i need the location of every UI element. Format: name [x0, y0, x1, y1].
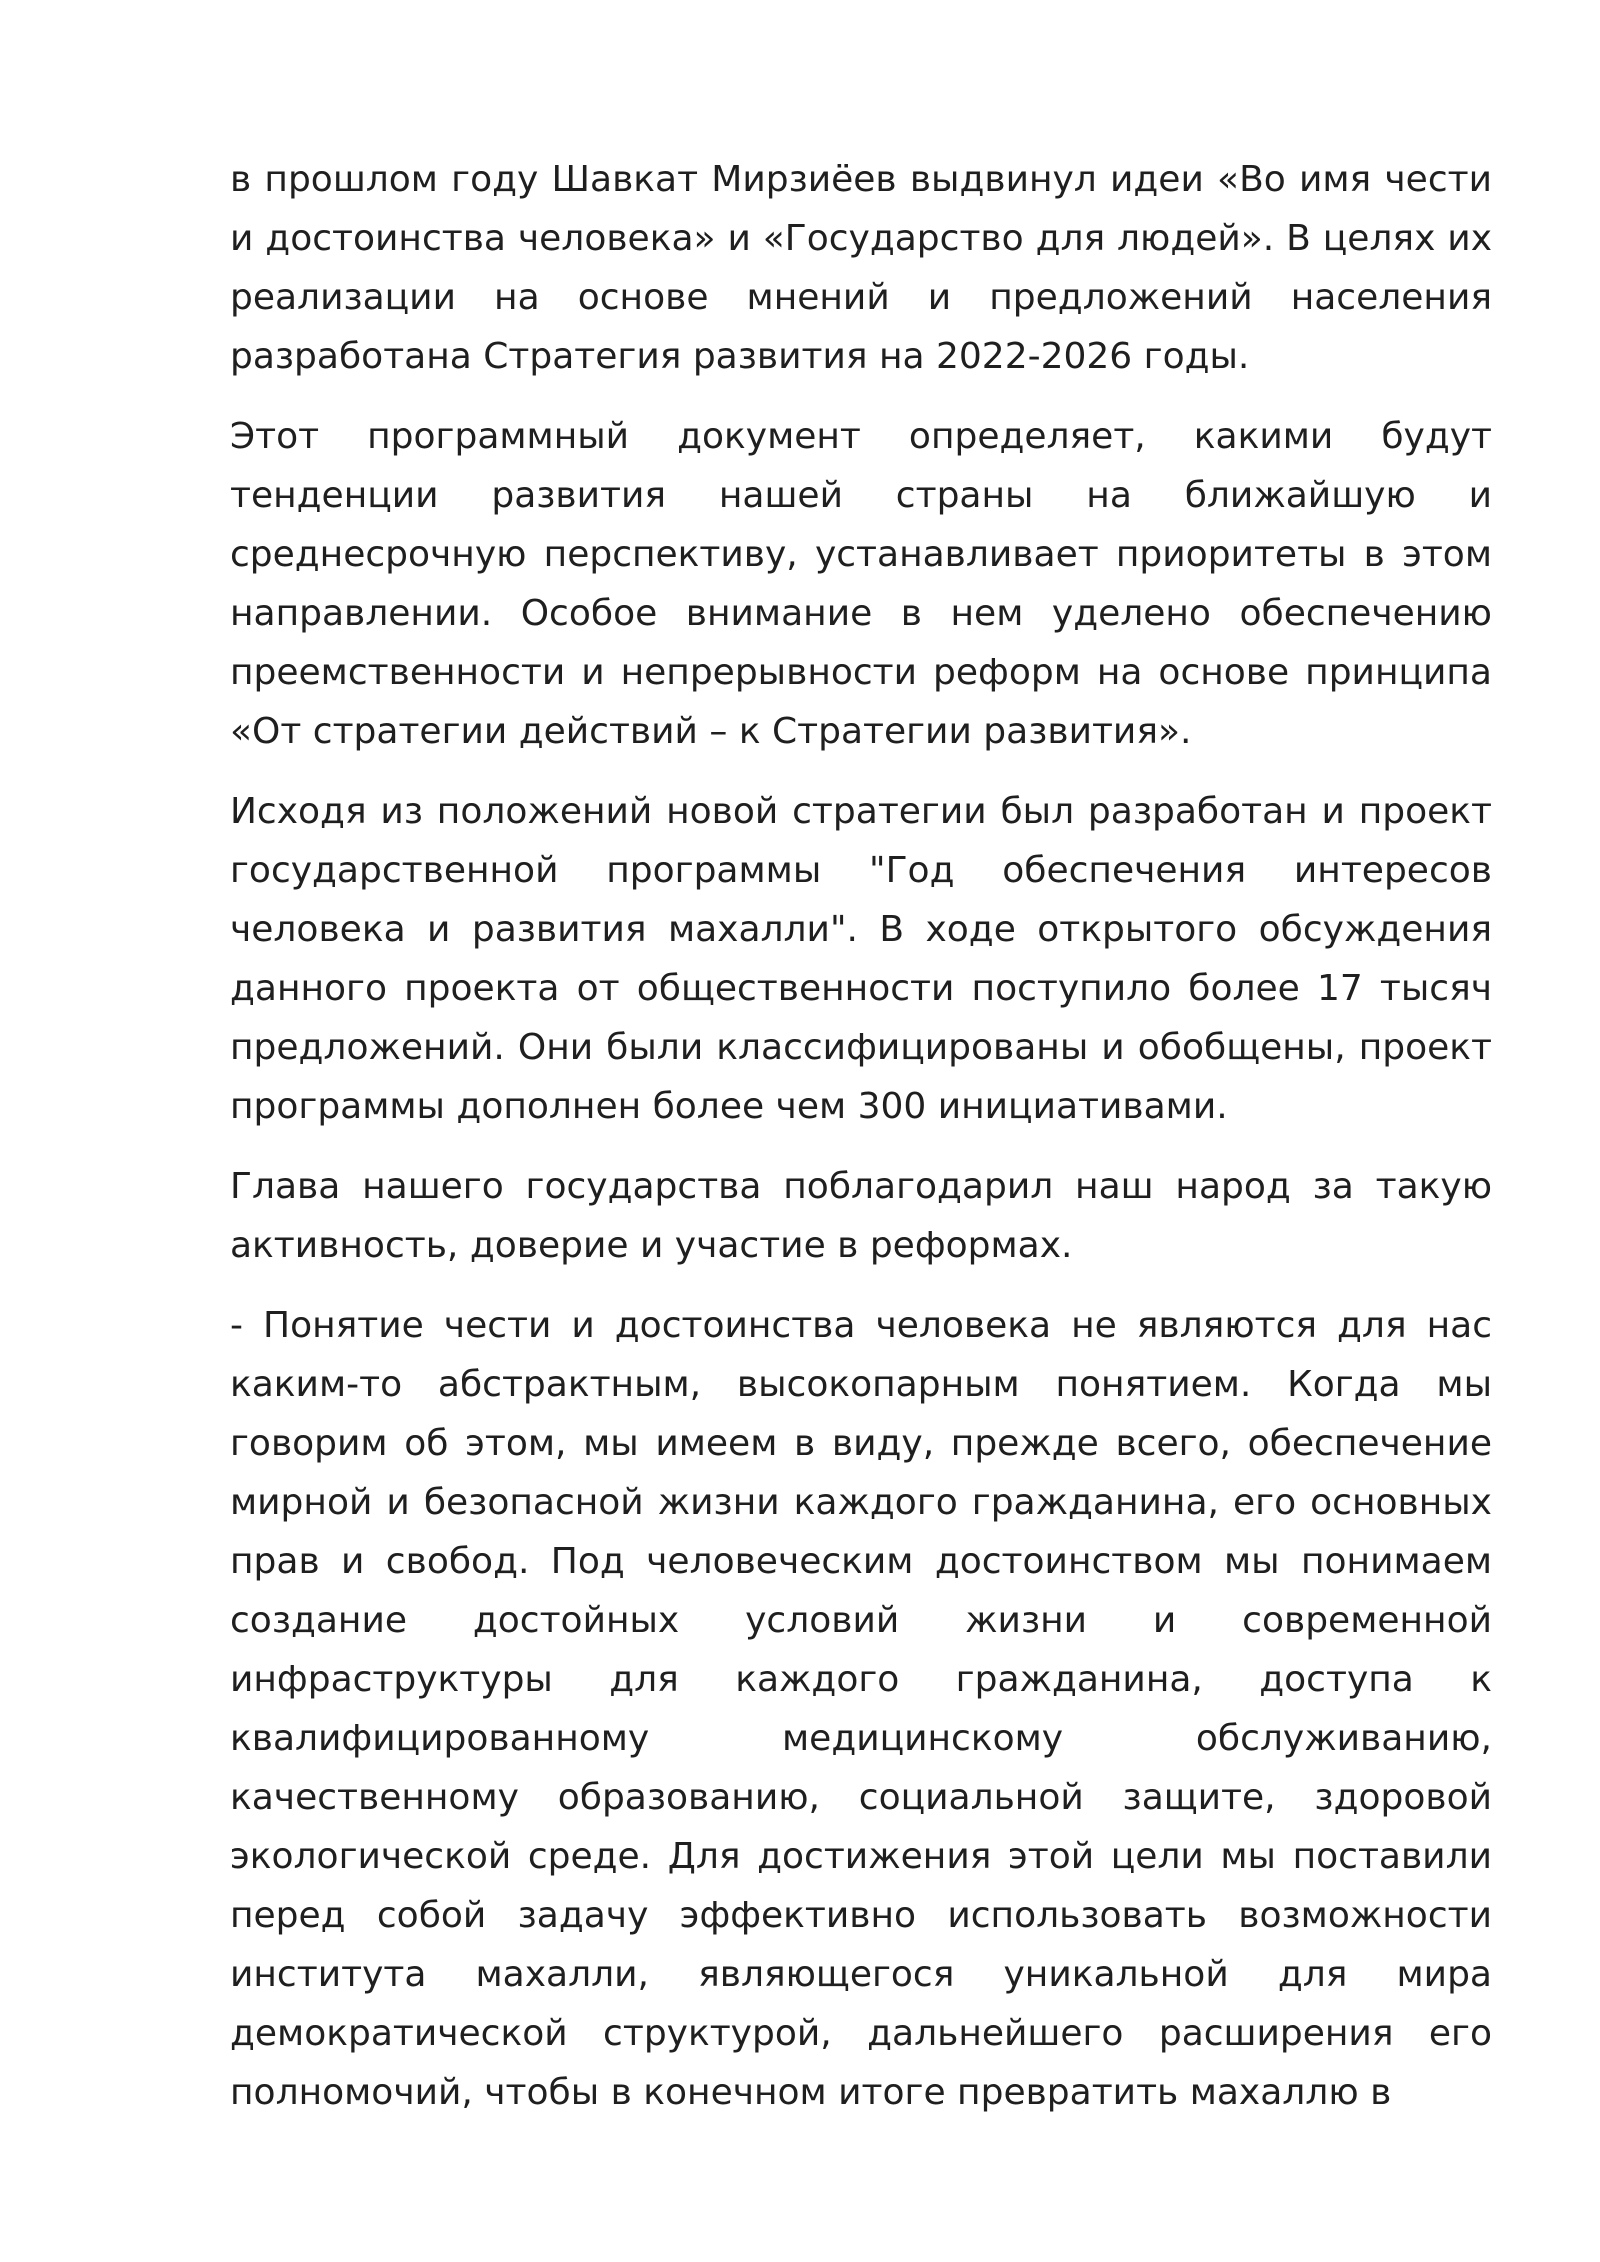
paragraph-3: Исходя из положений новой стратегии был разработан и проект государственной программы "Год обеспечения интересов человека и развития махалли". В ходе открытого обсуждения данного проекта от общественности поступило более 17 тысяч предложений. Они были классифицированы и обобщены, проект программы дополнен более чем 300 инициативами. — [230, 791, 1492, 1127]
paragraph-2: Этот программный документ определяет, какими будут тенденции развития нашей страны на ближайшую и среднесрочную перспективу, устанавливает приоритеты в этом направлении. Особое внимание в нем уделено обеспечению преемственности и непрерывности реформ на основе принципа «От стратегии действий – к Стратегии развития». — [230, 416, 1492, 752]
paragraph-1: в прошлом году Шавкат Мирзиёев выдвинул идеи «Во имя чести и достоинства человека» и «Государство для людей». В целях их реализации на основе мнений и предложений населения разработана Стратегия развития на 2022-2026 годы. — [230, 159, 1492, 377]
document-page — [230, 150, 1492, 2143]
paragraph-4: Глава нашего государства поблагодарил наш народ за такую активность, доверие и участие в реформах. — [230, 1166, 1492, 1266]
paragraph-5: - Понятие чести и достоинства человека не являются для нас каким-то абстрактным, высокопарным понятием. Когда мы говорим об этом, мы имеем в виду, прежде всего, обеспечение мирной и безопасной жизни каждого гражданина, его основных прав и свобод. Под человеческим достоинством мы понимаем создание достойных условий жизни и современной инфраструктуры для каждого гражданина, доступа к квалифицированному медицинскому обслуживанию, качественному образованию, социальной защите, здоровой экологической среде. Для достижения этой цели мы поставили перед собой задачу эффективно использовать возможности института махалли, являющегося уникальной для мира демократической структурой, дальнейшего расширения его полномочий, чтобы в конечном итоге превратить махаллю в — [230, 1305, 1492, 2113]
